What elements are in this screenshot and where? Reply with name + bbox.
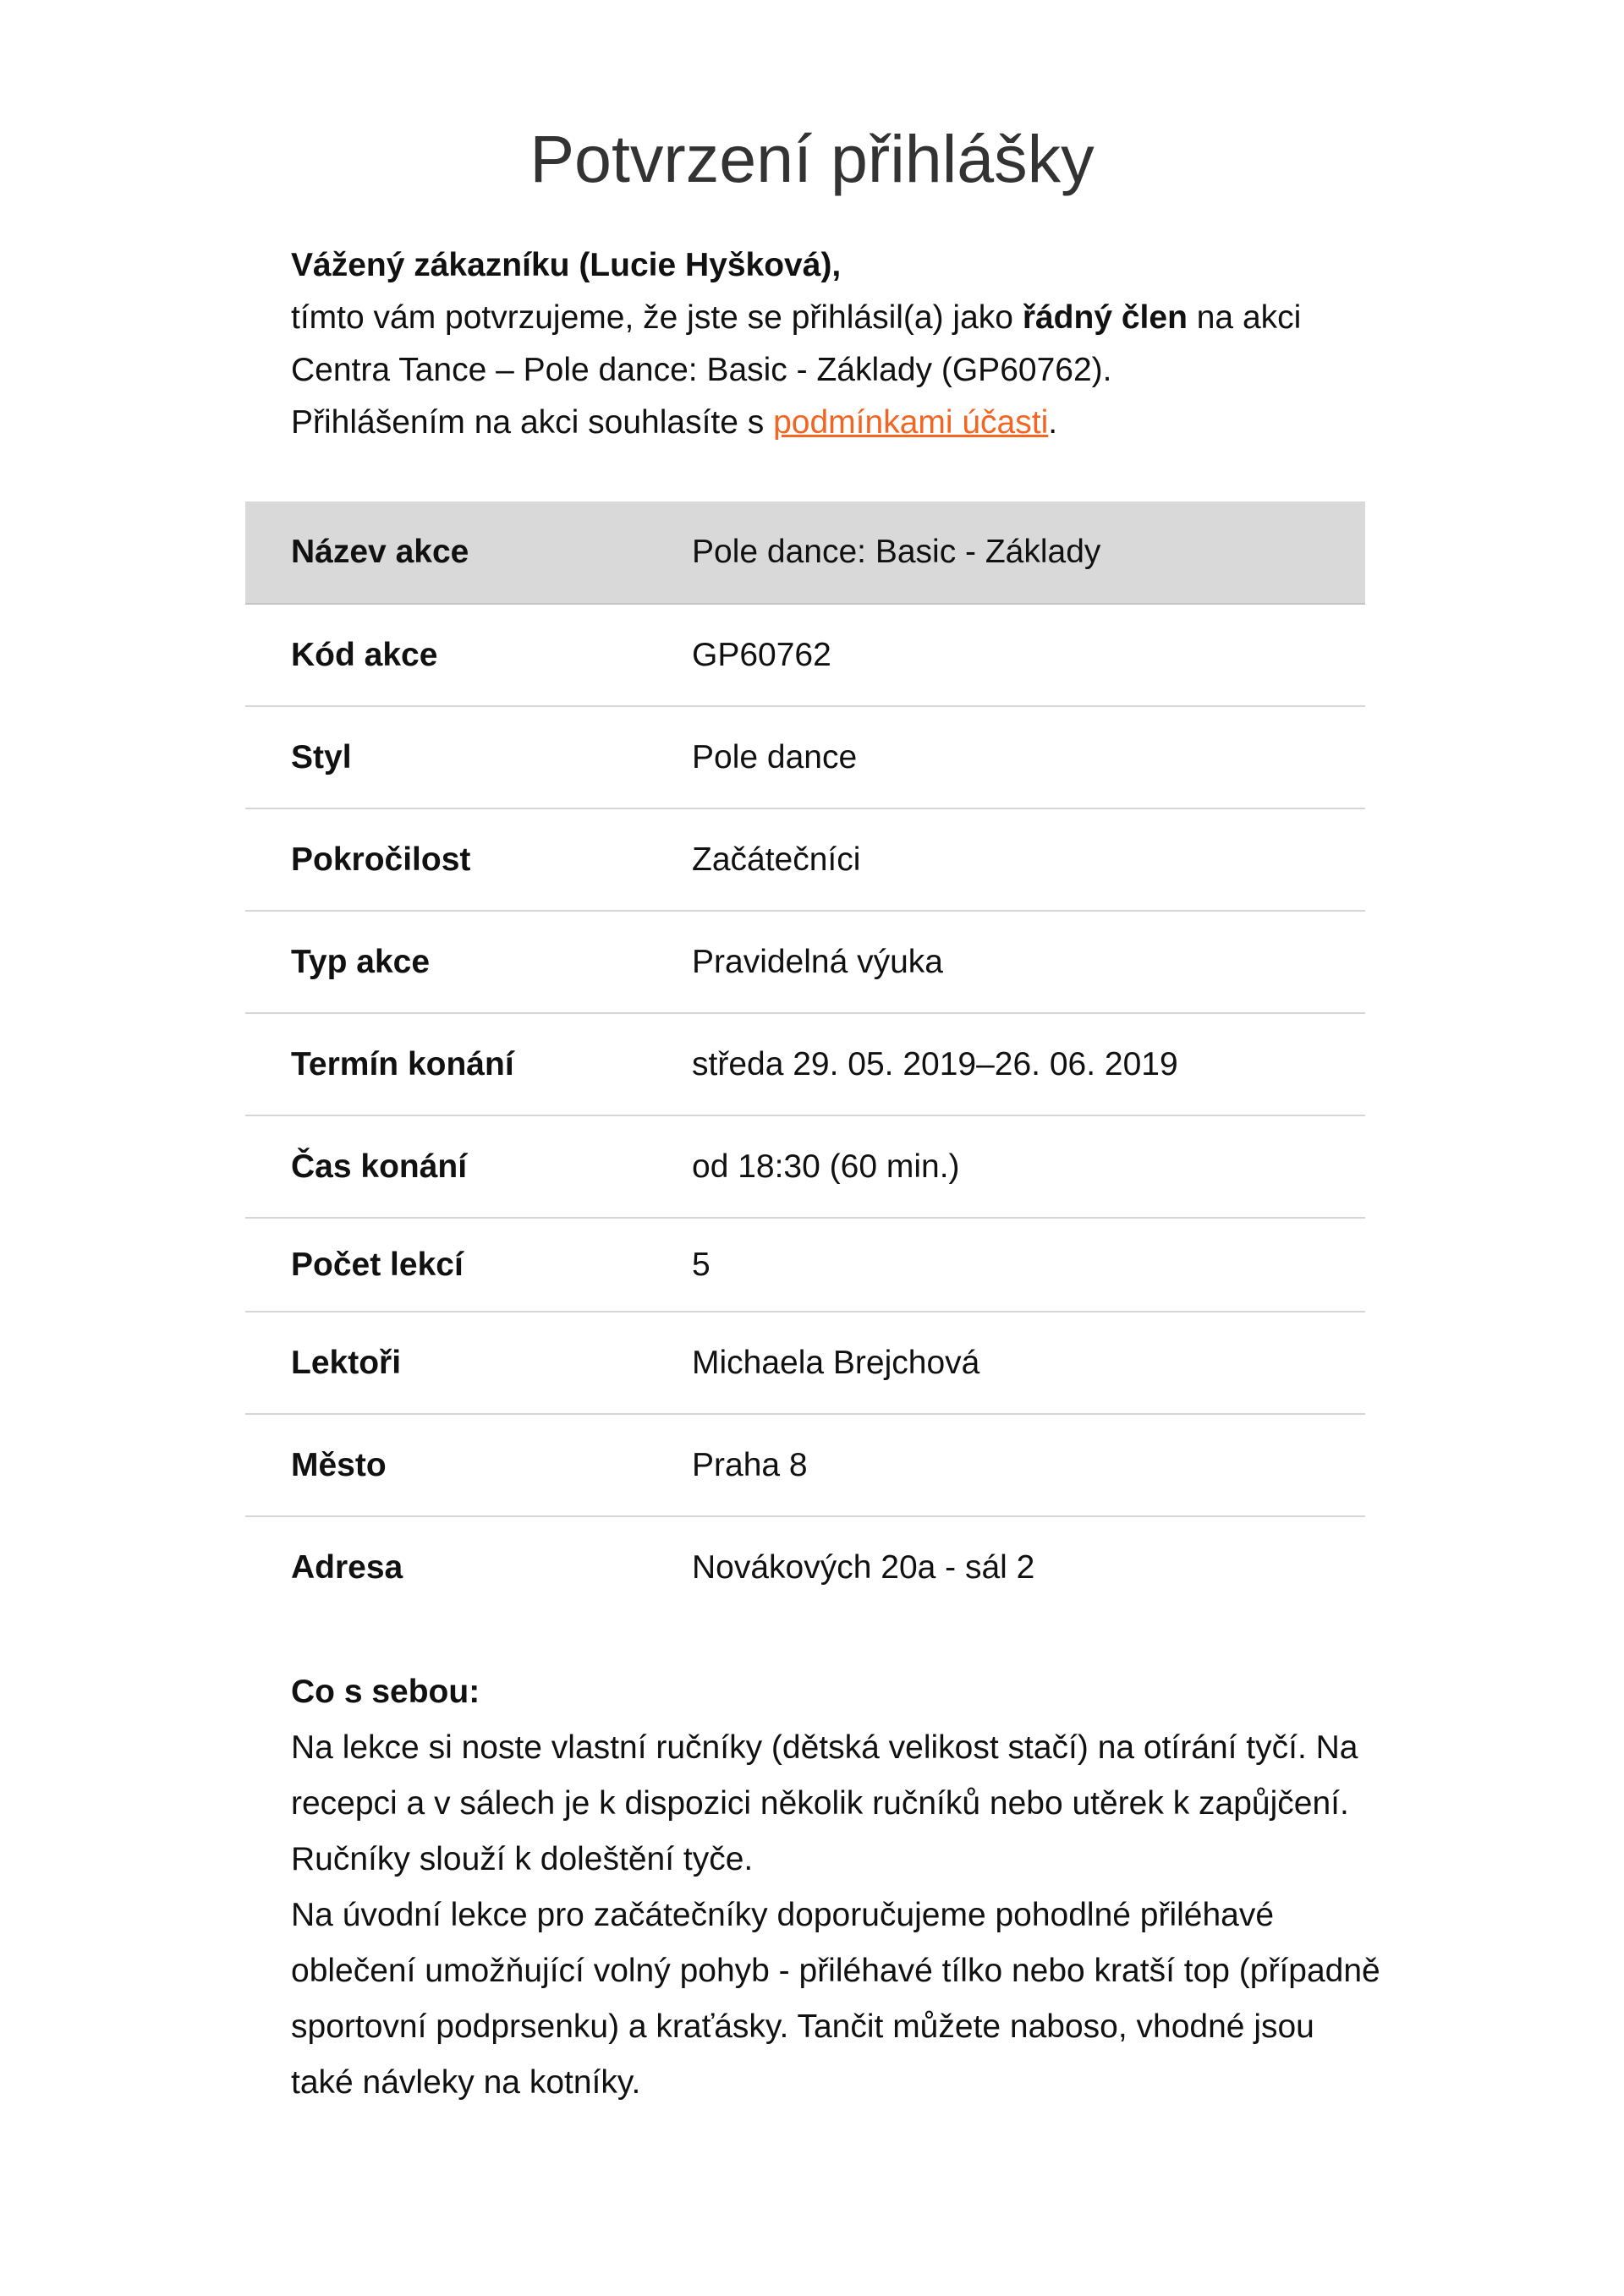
row-value: od 18:30 (60 min.) (692, 1115, 1365, 1218)
terms-text-start: Přihlášením na akci souhlasíte s (291, 404, 774, 441)
event-details-table (245, 501, 1365, 1619)
table-row (245, 604, 1365, 706)
row-value: Pole dance (692, 706, 1365, 808)
row-label: Lektoři (245, 1312, 692, 1414)
table-row (245, 1312, 1365, 1414)
row-label: Adresa (291, 1549, 403, 1586)
row-value: středa 29. 05. 2019–26. 06. 2019 (692, 1013, 1365, 1115)
table-row (245, 1414, 1365, 1516)
page-title: Potvrzení přihlášky (529, 121, 1095, 196)
table-row (245, 1115, 1365, 1218)
table-row (245, 808, 1365, 911)
row-label: Čas konání (245, 1115, 692, 1218)
greeting: Vážený zákazníku (Lucie Hyšková), (291, 247, 842, 283)
what-to-bring-section (291, 1664, 1382, 2111)
towels-paragraph: Na lekce si noste vlastní ručníky (dětská velikost stačí) na otírání tyčí. Na recepci a v sálech je k dispozici několik ručníků nebo utěrek k zapůjčení. Ručníky slouží k doleštění tyče. (291, 1729, 1358, 1877)
clothing-paragraph: Na úvodní lekce pro začátečníky doporučujeme pohodlné přiléhavé oblečení umožňující volný pohyb - přiléhavé tílko nebo kratší top (případně sportovní podprsenku) a kraťásky. Tančit můžete naboso, vhodné jsou také návleky na kotníky. (291, 1897, 1380, 2101)
terms-text (291, 397, 1382, 449)
row-label: Město (245, 1414, 692, 1516)
membership-type: řádný člen (1022, 299, 1188, 336)
table-row (245, 1013, 1365, 1115)
row-value: GP60762 (692, 604, 1365, 706)
confirmation-text-start: tímto vám potvrzujeme, že jste se přihlásil(a) jako (291, 299, 1023, 336)
row-label: Kód akce (245, 604, 692, 706)
row-value: Pravidelná výuka (692, 911, 1365, 1013)
row-label: Termín konání (245, 1013, 692, 1115)
row-label: Typ akce (245, 911, 692, 1013)
row-label: Pokročilost (245, 808, 692, 911)
row-label: Styl (245, 706, 692, 808)
terms-link[interactable]: podmínkami účasti (773, 404, 1049, 441)
table-row (245, 706, 1365, 808)
table-row (245, 1218, 1365, 1312)
row-value: Praha 8 (692, 1414, 1365, 1516)
what-to-bring-heading: Co s sebou: (291, 1674, 480, 1710)
confirmation-text (291, 292, 1382, 397)
table-row (245, 1516, 1365, 1619)
table-row (245, 911, 1365, 1013)
table-row (245, 501, 1365, 604)
confirmation-text-end: na akci Centra Tance – Pole dance: Basic - Základy (GP60762). (291, 299, 1302, 388)
row-label: Název akce (245, 501, 692, 604)
terms-text-end: . (1048, 404, 1058, 441)
row-value: Michaela Brejchová (692, 1312, 1365, 1414)
row-label: Počet lekcí (245, 1218, 692, 1312)
row-value: 5 (692, 1218, 1365, 1312)
row-value: Začátečníci (692, 808, 1365, 911)
intro-text (291, 239, 1382, 449)
row-value: Pole dance: Basic - Základy (692, 501, 1365, 604)
row-value: Novákových 20a - sál 2 (692, 1549, 1035, 1586)
